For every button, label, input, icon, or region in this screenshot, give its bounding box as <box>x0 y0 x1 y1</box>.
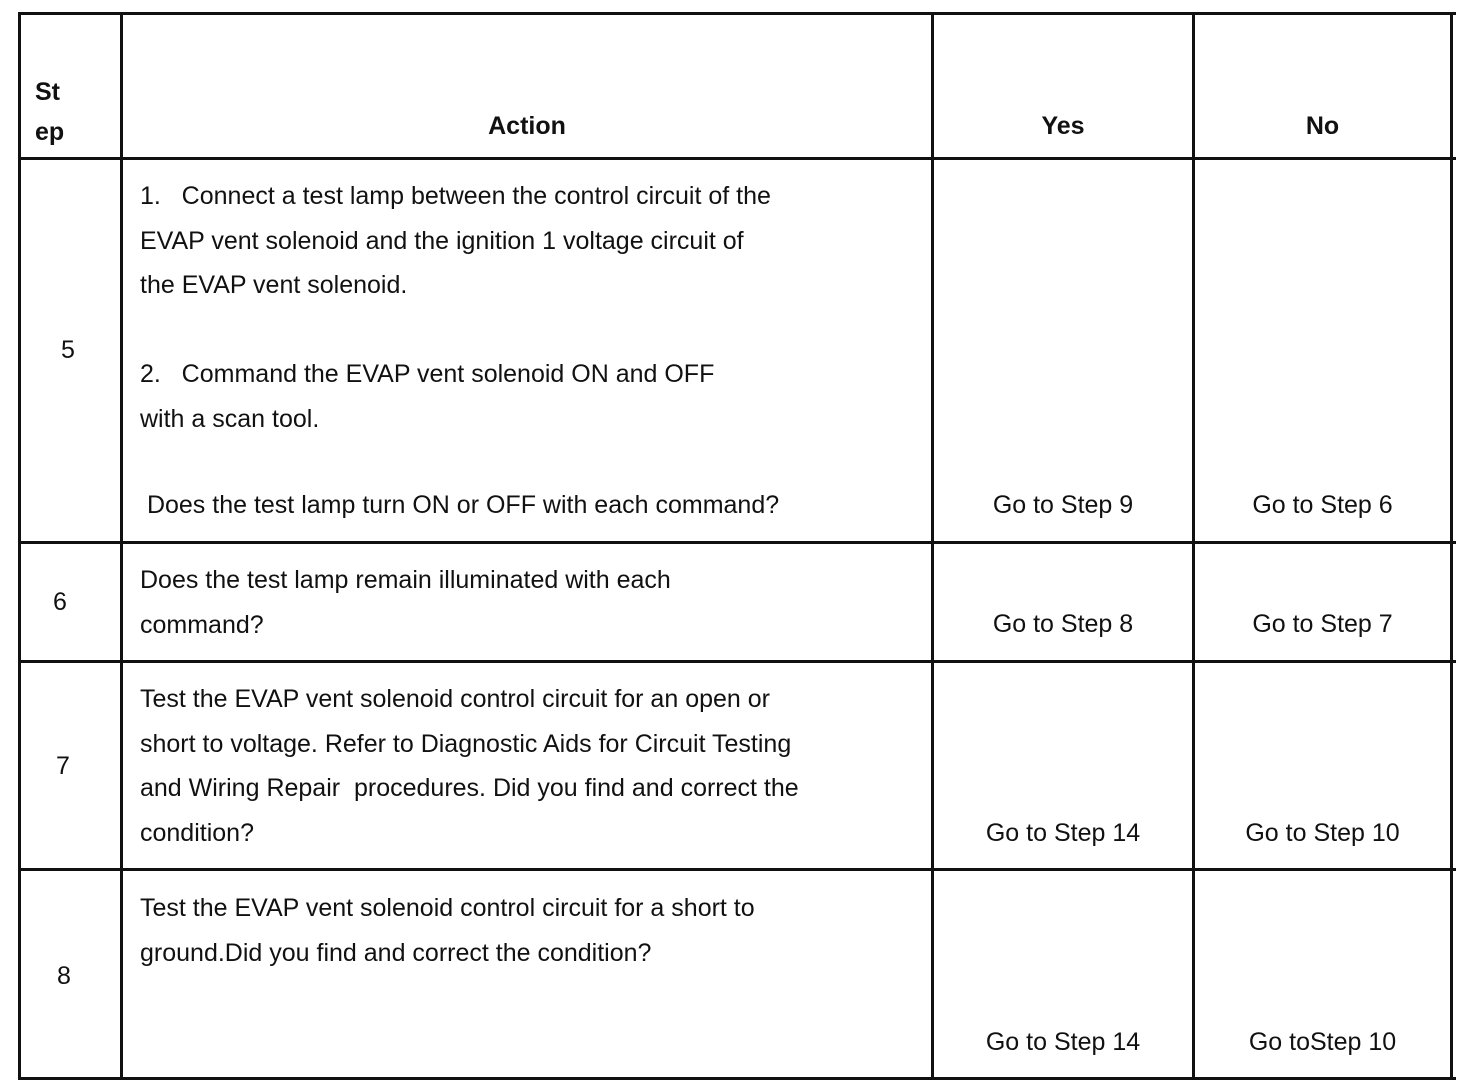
table-border-right <box>1450 12 1453 1080</box>
action-line: the EVAP vent solenoid. <box>140 271 408 299</box>
action-line: and Wiring Repair procedures. Did you find and correct the <box>140 774 799 802</box>
table-border-top <box>18 12 1456 15</box>
header-yes: Yes <box>1041 112 1085 140</box>
yes-result: Go to Step 8 <box>992 610 1134 638</box>
no-result: Go to Step 6 <box>1252 491 1393 519</box>
column-divider <box>931 12 934 1080</box>
action-line: EVAP vent solenoid and the ignition 1 voltage circuit of <box>140 227 744 255</box>
table-border-left <box>18 12 21 1080</box>
step-number: 6 <box>53 588 67 616</box>
header-no: No <box>1305 112 1340 140</box>
action-line: 1. Connect a test lamp between the control circuit of the <box>140 182 771 210</box>
row-divider <box>18 868 1456 871</box>
row-divider <box>18 660 1456 663</box>
header-step-line1: St <box>35 78 60 106</box>
row-divider <box>18 541 1456 544</box>
column-divider <box>1192 12 1195 1080</box>
action-line: Test the EVAP vent solenoid control circuit for an open or <box>140 685 770 713</box>
action-line: short to voltage. Refer to Diagnostic Aids for Circuit Testing <box>140 730 792 758</box>
yes-result: Go to Step 14 <box>985 1028 1141 1056</box>
yes-result: Go to Step 14 <box>985 819 1141 847</box>
step-number: 8 <box>57 962 71 990</box>
no-result: Go to Step 7 <box>1252 610 1393 638</box>
no-result: Go to Step 10 <box>1245 819 1400 847</box>
action-line: Test the EVAP vent solenoid control circuit for a short to <box>140 894 755 922</box>
diagnostic-table <box>18 12 1456 1080</box>
step-number: 5 <box>61 336 75 364</box>
action-question: Does the test lamp turn ON or OFF with each command? <box>140 491 780 519</box>
action-line: Does the test lamp remain illuminated with each <box>140 566 671 594</box>
action-line: with a scan tool. <box>140 405 320 433</box>
action-line: condition? <box>140 819 254 847</box>
header-step <box>35 72 64 152</box>
action-line: 2. Command the EVAP vent solenoid ON and OFF <box>140 360 715 388</box>
header-step-line2: ep <box>35 118 65 146</box>
header-divider <box>18 157 1456 160</box>
header-action: Action <box>488 112 566 140</box>
action-line: command? <box>140 611 264 639</box>
no-result: Go toStep 10 <box>1248 1028 1397 1056</box>
table-border-bottom <box>18 1077 1456 1080</box>
action-line: ground.Did you find and correct the condition? <box>140 939 652 967</box>
column-divider <box>120 12 123 1080</box>
yes-result: Go to Step 9 <box>992 491 1134 519</box>
step-number: 7 <box>56 752 70 780</box>
